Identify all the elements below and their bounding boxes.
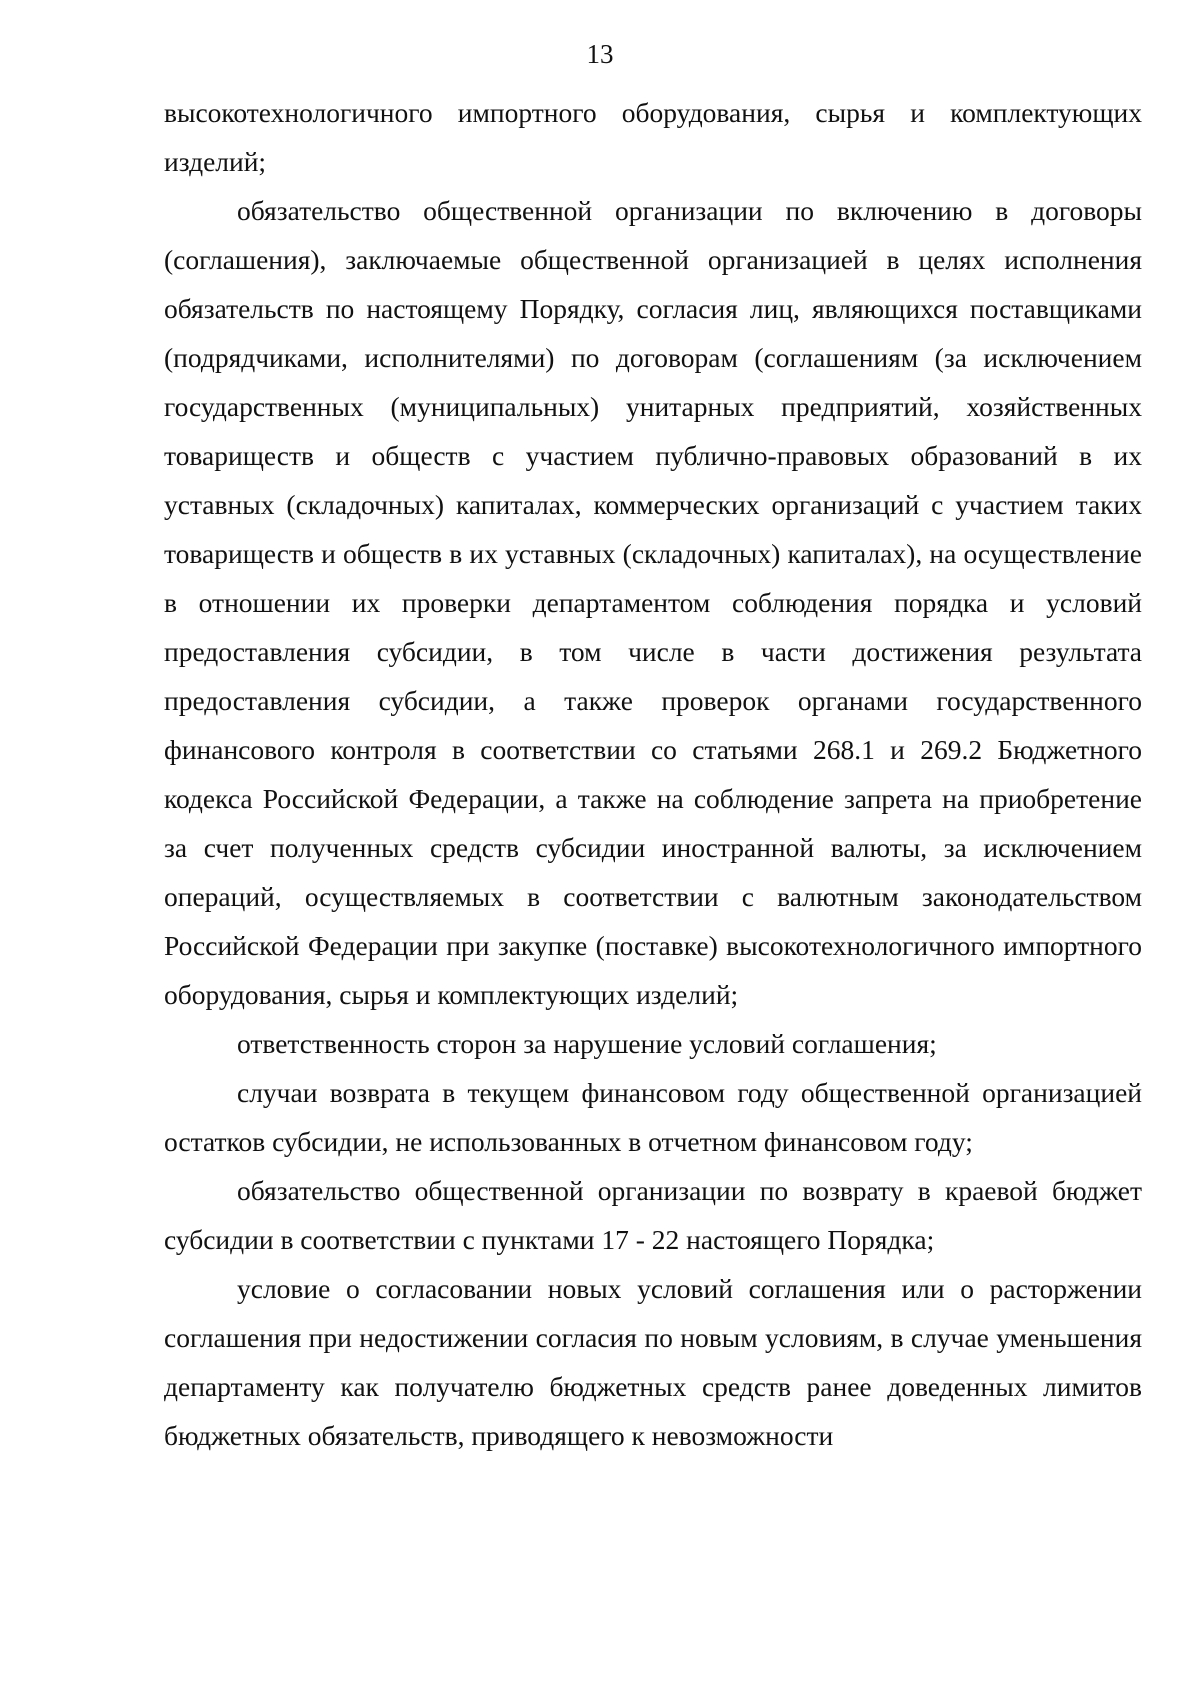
- paragraph-liability: ответственность сторон за нарушение условий соглашения;: [237, 1028, 937, 1059]
- document-body: [164, 88, 1142, 1460]
- page-number: 13: [586, 39, 614, 69]
- paragraph-continuation: высокотехнологичного импортного оборудования, сырья и комплектующих изделий;: [164, 97, 1142, 177]
- paragraph-return-obligation: обязательство общественной организации по возврату в краевой бюджет субсидии в соответствии с пунктами 17 - 22 настоящего Порядка;: [164, 1175, 1142, 1255]
- paragraph-obligation-inclusion: обязательство общественной организации по включению в договоры (соглашения), заключаемые общественной организацией в целях исполнения обязательств по настоящему Порядку, согласия лиц, являющихся поставщиками (подрядчиками, исполнителями) по договорам (соглашениям (за исключением государственных (муниципальных) унитарных предприятий, хозяйственных товариществ и обществ с участием публично-правовых образований в их уставных (складочных) капиталах, коммерческих организаций с участием таких товариществ и обществ в их уставных (складочных) капиталах), на осуществление в отношении их проверки департаментом соблюдения порядка и условий предоставления субсидии, в том числе в части достижения результата предоставления субсидии, а также проверок органами государственного финансового контроля в соответствии со статьями 268.1 и 269.2 Бюджетного кодекса Российской Федерации, а также на соблюдение запрета на приобретение за счет полученных средств субсидии иностранной валюты, за исключением операций, осуществляемых в соответствии с валютным законодательством Российской Федерации при закупке (поставке) высокотехнологичного импортного оборудования, сырья и комплектующих изделий;: [164, 195, 1142, 1010]
- paragraph-return-cases: случаи возврата в текущем финансовом году общественной организацией остатков субсидии, не использованных в отчетном финансовом году;: [164, 1077, 1142, 1157]
- paragraph-new-conditions: условие о согласовании новых условий соглашения или о расторжении соглашения при недостижении согласия по новым условиям, в случае уменьшения департаменту как получателю бюджетных средств ранее доведенных лимитов бюджетных обязательств, приводящего к невозможности: [164, 1273, 1142, 1451]
